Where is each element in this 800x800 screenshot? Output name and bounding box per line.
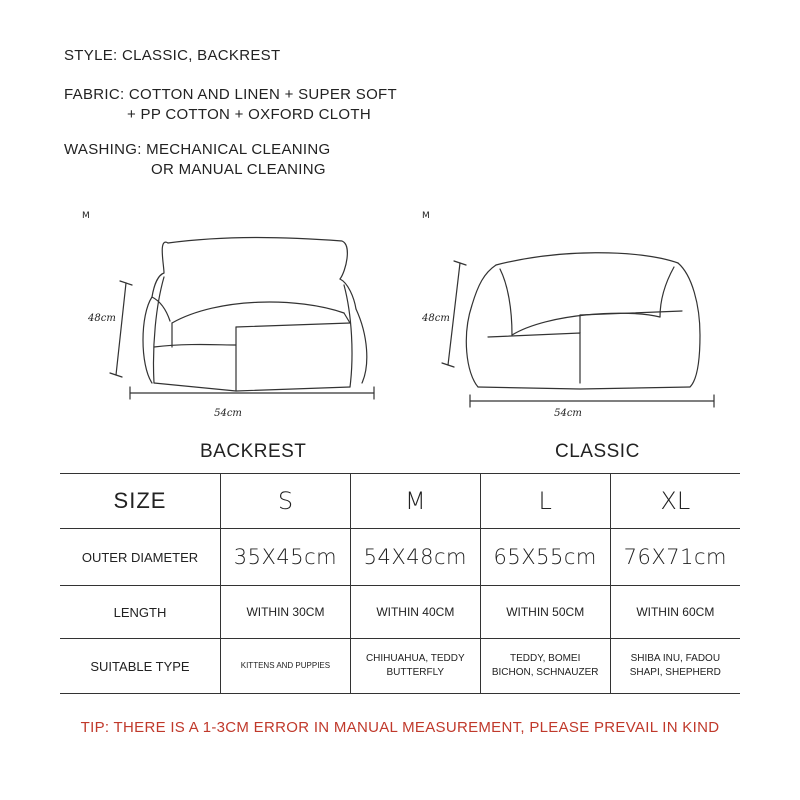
height-dimension-label: 48cm [422,313,450,324]
suitable-type-l [480,639,610,694]
table-header-row [60,474,740,529]
spec-style: STYLE: CLASSIC, BACKREST [64,47,281,64]
spec-fabric [64,85,397,125]
table-row [60,529,740,586]
suitable-type-xl [610,639,740,694]
width-dimension-label: 54cm [554,408,582,419]
size-table [60,473,740,694]
suitable-type-m-line2: BUTTERFLY [386,667,445,678]
outer-diameter-label: OUTER DIAMETER [60,529,221,586]
size-tag: M [422,211,430,221]
outer-diameter-m: 54X48cm [350,529,480,586]
backrest-bed-diagram [68,205,398,435]
suitable-type-xl-line2: SHAPI, SHEPHERD [629,667,721,678]
spec-washing-line1: WASHING: MECHANICAL CLEANING [64,141,331,158]
size-tag: M [82,211,90,221]
size-m-header: M [350,474,480,529]
table-row [60,586,740,639]
suitable-type-s [221,639,351,694]
width-dimension-label: 54cm [214,408,242,419]
measurement-tip: TIP: THERE IS A 1-3CM ERROR IN MANUAL MEASUREMENT, PLEASE PREVAIL IN KIND [80,719,720,736]
classic-caption: CLASSIC [555,441,640,462]
suitable-type-m-line1: CHIHUAHUA, TEDDY [365,653,465,664]
height-dimension-label: 48cm [88,313,116,324]
suitable-type-l-line2: BICHON, SCHNAUZER [491,667,599,678]
backrest-caption: BACKREST [200,441,307,462]
length-m: WITHIN 40CM [350,586,480,639]
length-xl: WITHIN 60CM [610,586,740,639]
classic-bed-diagram [408,205,738,435]
outer-diameter-s: 35X45cm [221,529,351,586]
suitable-type-xl-line1: SHIBA INU, FADOU [630,653,721,664]
suitable-type-label: SUITABLE TYPE [60,639,221,694]
table-row [60,639,740,694]
size-header: SIZE [60,474,221,529]
spec-washing [64,140,331,180]
length-l: WITHIN 50CM [480,586,610,639]
suitable-type-m [350,639,480,694]
spec-washing-line2: OR MANUAL CLEANING [151,161,326,178]
spec-fabric-line1: FABRIC: COTTON AND LINEN + SUPER SOFT [64,86,397,103]
outer-diameter-xl: 76X71cm [610,529,740,586]
backrest-bed-sketch [68,205,398,435]
suitable-type-s-line1: KITTENS AND PUPPIES [240,661,331,670]
length-s: WITHIN 30CM [221,586,351,639]
outer-diameter-l: 65X55cm [480,529,610,586]
size-l-header: L [480,474,610,529]
spec-fabric-line2: + PP COTTON + OXFORD CLOTH [127,106,371,123]
size-xl-header: XL [610,474,740,529]
size-s-header: S [221,474,351,529]
suitable-type-l-line1: TEDDY, BOMEI [509,653,581,664]
classic-bed-sketch [408,205,738,435]
length-label: LENGTH [60,586,221,639]
